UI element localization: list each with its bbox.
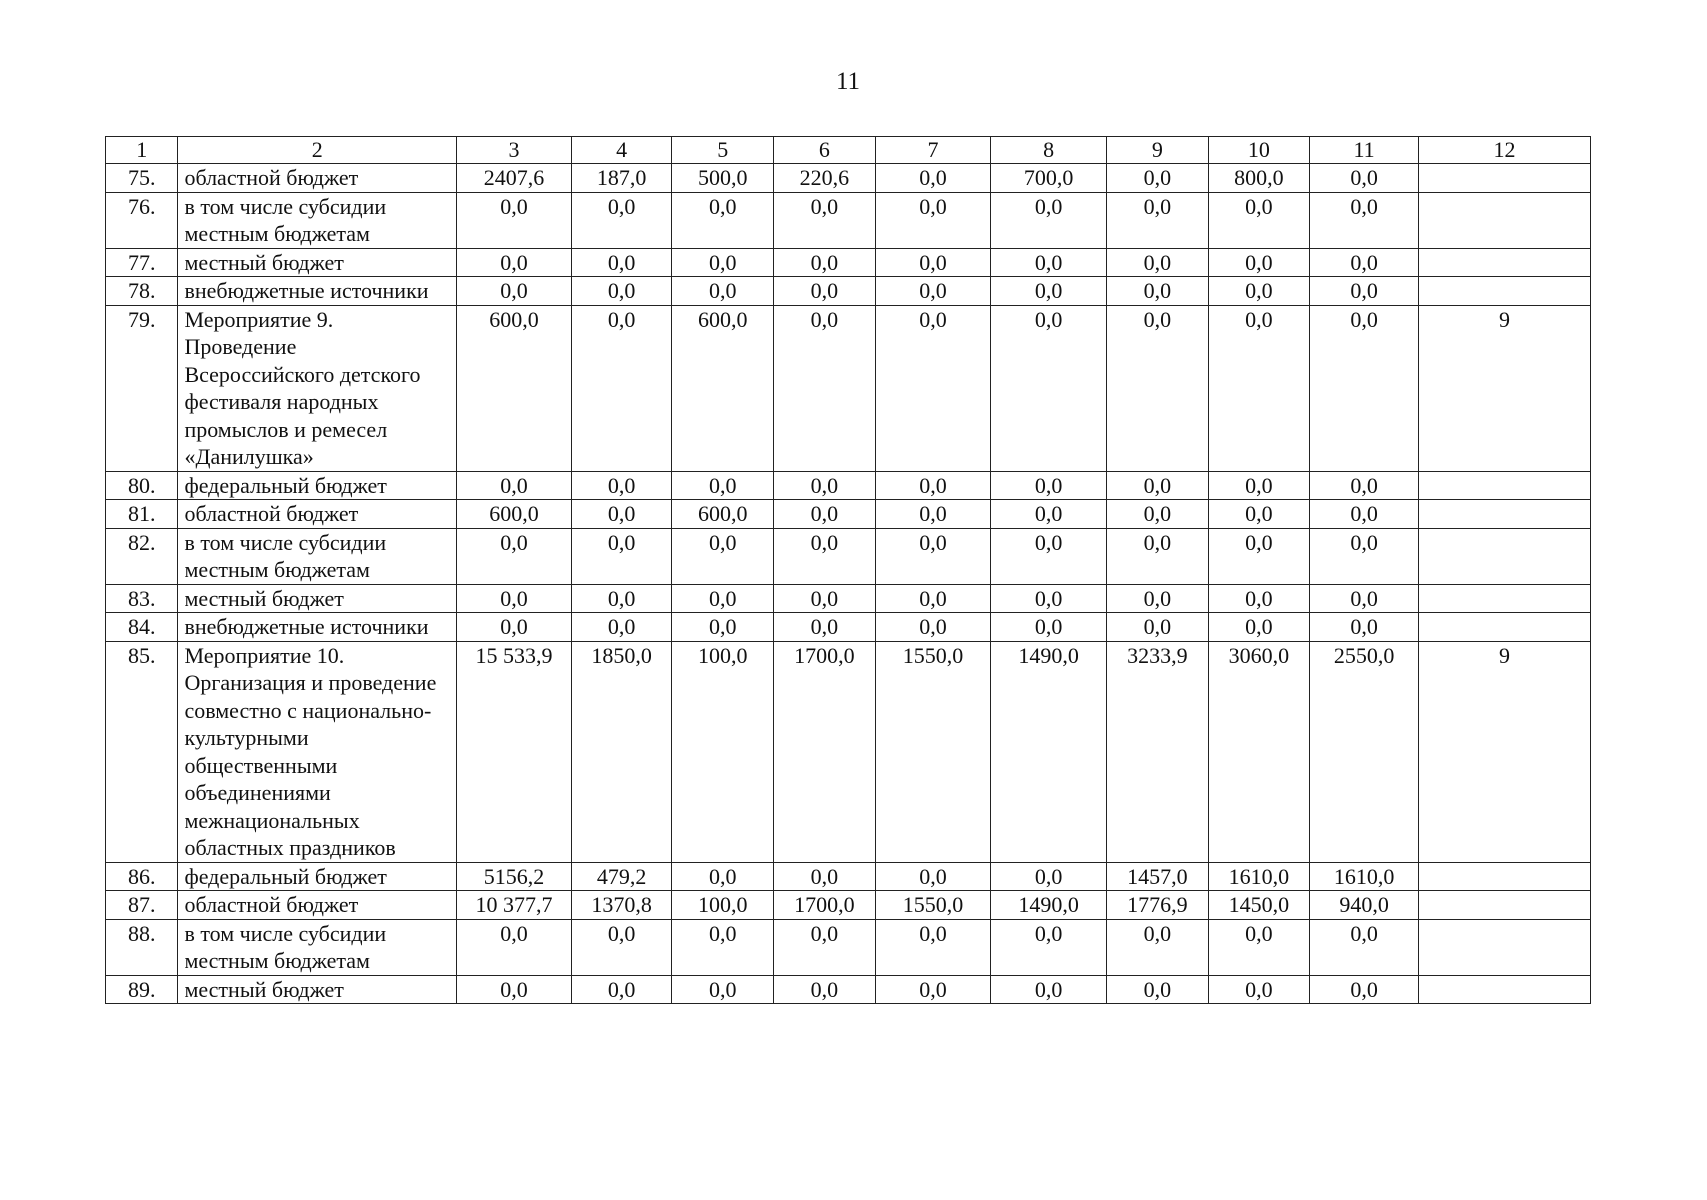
value-cell: 0,0 (1310, 613, 1419, 642)
column-12-cell (1418, 277, 1590, 306)
table-row (106, 862, 1591, 891)
row-number: 89. (106, 975, 178, 1004)
value-cell: 0,0 (1310, 584, 1419, 613)
value-cell: 0,0 (875, 528, 991, 584)
value-cell: 1850,0 (571, 641, 672, 862)
header-row (106, 137, 1591, 164)
value-cell: 0,0 (991, 919, 1107, 975)
value-cell: 0,0 (875, 862, 991, 891)
column-12-cell (1418, 528, 1590, 584)
value-cell: 1700,0 (774, 641, 876, 862)
value-cell: 0,0 (457, 192, 572, 248)
value-cell: 0,0 (991, 528, 1107, 584)
value-cell: 0,0 (875, 164, 991, 193)
row-number: 79. (106, 305, 178, 471)
value-cell: 0,0 (1107, 164, 1209, 193)
value-cell: 1450,0 (1208, 891, 1310, 920)
value-cell: 0,0 (457, 584, 572, 613)
column-12-cell: 9 (1418, 641, 1590, 862)
header-cell: 8 (991, 137, 1107, 164)
table-row (106, 641, 1591, 862)
table-row (106, 192, 1591, 248)
value-cell: 100,0 (672, 891, 774, 920)
value-cell: 0,0 (457, 975, 572, 1004)
value-cell: 0,0 (991, 471, 1107, 500)
page-number: 11 (835, 68, 861, 95)
column-12-cell (1418, 248, 1590, 277)
column-12-cell (1418, 192, 1590, 248)
table-row (106, 248, 1591, 277)
value-cell: 0,0 (875, 584, 991, 613)
value-cell: 0,0 (991, 277, 1107, 306)
value-cell: 0,0 (571, 471, 672, 500)
value-cell: 0,0 (1310, 500, 1419, 529)
value-cell: 0,0 (875, 613, 991, 642)
row-name: местный бюджет (178, 975, 457, 1004)
value-cell: 0,0 (571, 975, 672, 1004)
value-cell: 0,0 (774, 862, 876, 891)
row-number: 86. (106, 862, 178, 891)
value-cell: 940,0 (1310, 891, 1419, 920)
value-cell: 0,0 (457, 277, 572, 306)
value-cell: 0,0 (1107, 305, 1209, 471)
row-number: 83. (106, 584, 178, 613)
value-cell: 0,0 (875, 248, 991, 277)
value-cell: 100,0 (672, 641, 774, 862)
value-cell: 600,0 (672, 500, 774, 529)
value-cell: 0,0 (1208, 277, 1310, 306)
value-cell: 0,0 (991, 862, 1107, 891)
value-cell: 0,0 (1310, 277, 1419, 306)
value-cell: 0,0 (571, 305, 672, 471)
value-cell: 0,0 (457, 528, 572, 584)
value-cell: 479,2 (571, 862, 672, 891)
value-cell: 0,0 (672, 277, 774, 306)
row-name: федеральный бюджет (178, 862, 457, 891)
column-12-cell (1418, 613, 1590, 642)
value-cell: 0,0 (1107, 919, 1209, 975)
value-cell: 0,0 (672, 192, 774, 248)
column-12-cell (1418, 471, 1590, 500)
value-cell: 1490,0 (991, 891, 1107, 920)
table-row (106, 919, 1591, 975)
value-cell: 0,0 (571, 192, 672, 248)
value-cell: 0,0 (1208, 975, 1310, 1004)
row-number: 80. (106, 471, 178, 500)
value-cell: 600,0 (457, 305, 572, 471)
value-cell: 0,0 (571, 528, 672, 584)
value-cell: 0,0 (1310, 975, 1419, 1004)
header-cell: 9 (1107, 137, 1209, 164)
value-cell: 0,0 (571, 613, 672, 642)
value-cell: 0,0 (1208, 305, 1310, 471)
value-cell: 0,0 (1208, 613, 1310, 642)
row-number: 81. (106, 500, 178, 529)
row-name: Мероприятие 10. Организация и проведение совместно с национально-культурными общественными объединениями межнациональных областных праздников (178, 641, 457, 862)
value-cell: 1700,0 (774, 891, 876, 920)
value-cell: 0,0 (774, 277, 876, 306)
value-cell: 0,0 (457, 919, 572, 975)
value-cell: 600,0 (672, 305, 774, 471)
value-cell: 3060,0 (1208, 641, 1310, 862)
row-number: 82. (106, 528, 178, 584)
value-cell: 0,0 (991, 500, 1107, 529)
header-cell: 2 (178, 137, 457, 164)
value-cell: 0,0 (991, 584, 1107, 613)
header-cell: 6 (774, 137, 876, 164)
value-cell: 0,0 (875, 471, 991, 500)
value-cell: 2550,0 (1310, 641, 1419, 862)
column-12-cell (1418, 164, 1590, 193)
value-cell: 5156,2 (457, 862, 572, 891)
column-12-cell (1418, 975, 1590, 1004)
value-cell: 0,0 (672, 248, 774, 277)
value-cell: 0,0 (672, 919, 774, 975)
header-cell: 4 (571, 137, 672, 164)
value-cell: 0,0 (774, 528, 876, 584)
value-cell: 2407,6 (457, 164, 572, 193)
row-number: 75. (106, 164, 178, 193)
value-cell: 1457,0 (1107, 862, 1209, 891)
value-cell: 0,0 (875, 192, 991, 248)
value-cell: 0,0 (1107, 248, 1209, 277)
value-cell: 600,0 (457, 500, 572, 529)
row-number: 84. (106, 613, 178, 642)
value-cell: 0,0 (875, 919, 991, 975)
row-name: федеральный бюджет (178, 471, 457, 500)
row-name: местный бюджет (178, 584, 457, 613)
value-cell: 1610,0 (1208, 862, 1310, 891)
value-cell: 0,0 (571, 248, 672, 277)
value-cell: 0,0 (457, 248, 572, 277)
value-cell: 800,0 (1208, 164, 1310, 193)
value-cell: 187,0 (571, 164, 672, 193)
row-name: областной бюджет (178, 891, 457, 920)
value-cell: 0,0 (1310, 192, 1419, 248)
value-cell: 0,0 (672, 975, 774, 1004)
value-cell: 0,0 (1310, 164, 1419, 193)
value-cell: 15 533,9 (457, 641, 572, 862)
row-number: 76. (106, 192, 178, 248)
table-row (106, 891, 1591, 920)
header-cell: 3 (457, 137, 572, 164)
row-number: 77. (106, 248, 178, 277)
value-cell: 0,0 (1310, 305, 1419, 471)
value-cell: 0,0 (774, 248, 876, 277)
value-cell: 1610,0 (1310, 862, 1419, 891)
table-row (106, 975, 1591, 1004)
column-12-cell: 9 (1418, 305, 1590, 471)
value-cell: 0,0 (457, 613, 572, 642)
row-number: 87. (106, 891, 178, 920)
value-cell: 0,0 (672, 613, 774, 642)
value-cell: 0,0 (991, 192, 1107, 248)
header-cell: 5 (672, 137, 774, 164)
value-cell: 0,0 (1208, 919, 1310, 975)
column-12-cell (1418, 862, 1590, 891)
value-cell: 0,0 (571, 584, 672, 613)
value-cell: 0,0 (991, 248, 1107, 277)
value-cell: 0,0 (1310, 919, 1419, 975)
row-name: внебюджетные источники (178, 613, 457, 642)
value-cell: 0,0 (672, 584, 774, 613)
table-row (106, 471, 1591, 500)
value-cell: 0,0 (571, 277, 672, 306)
row-number: 88. (106, 919, 178, 975)
value-cell: 0,0 (457, 471, 572, 500)
value-cell: 10 377,7 (457, 891, 572, 920)
table-row (106, 584, 1591, 613)
column-12-cell (1418, 584, 1590, 613)
value-cell: 0,0 (1107, 471, 1209, 500)
header-cell: 1 (106, 137, 178, 164)
row-number: 85. (106, 641, 178, 862)
value-cell: 1550,0 (875, 641, 991, 862)
row-name: в том числе субсидии местным бюджетам (178, 528, 457, 584)
value-cell: 0,0 (774, 584, 876, 613)
value-cell: 0,0 (672, 471, 774, 500)
value-cell: 220,6 (774, 164, 876, 193)
value-cell: 0,0 (1107, 975, 1209, 1004)
value-cell: 0,0 (1208, 248, 1310, 277)
value-cell: 0,0 (774, 975, 876, 1004)
value-cell: 0,0 (1208, 584, 1310, 613)
value-cell: 0,0 (875, 975, 991, 1004)
value-cell: 0,0 (991, 975, 1107, 1004)
value-cell: 0,0 (1310, 471, 1419, 500)
row-name: Мероприятие 9. Проведение Всероссийского детского фестиваля народных промыслов и ремесел «Данилушка» (178, 305, 457, 471)
row-name: внебюджетные источники (178, 277, 457, 306)
value-cell: 0,0 (1208, 471, 1310, 500)
value-cell: 0,0 (672, 528, 774, 584)
value-cell: 0,0 (774, 919, 876, 975)
row-name: областной бюджет (178, 500, 457, 529)
header-cell: 10 (1208, 137, 1310, 164)
value-cell: 0,0 (1310, 248, 1419, 277)
value-cell: 0,0 (774, 471, 876, 500)
value-cell: 1776,9 (1107, 891, 1209, 920)
value-cell: 0,0 (571, 919, 672, 975)
table-row (106, 500, 1591, 529)
header-cell: 11 (1310, 137, 1419, 164)
column-12-cell (1418, 500, 1590, 529)
value-cell: 700,0 (991, 164, 1107, 193)
value-cell: 0,0 (774, 500, 876, 529)
column-12-cell (1418, 919, 1590, 975)
value-cell: 0,0 (774, 192, 876, 248)
value-cell: 0,0 (1107, 613, 1209, 642)
value-cell: 0,0 (875, 277, 991, 306)
value-cell: 0,0 (1107, 192, 1209, 248)
value-cell: 0,0 (571, 500, 672, 529)
value-cell: 0,0 (1107, 500, 1209, 529)
row-name: областной бюджет (178, 164, 457, 193)
value-cell: 0,0 (1208, 500, 1310, 529)
row-name: местный бюджет (178, 248, 457, 277)
header-cell: 12 (1418, 137, 1590, 164)
value-cell: 0,0 (875, 305, 991, 471)
table-row (106, 305, 1591, 471)
value-cell: 500,0 (672, 164, 774, 193)
value-cell: 0,0 (774, 305, 876, 471)
value-cell: 0,0 (1310, 528, 1419, 584)
table-row (106, 277, 1591, 306)
value-cell: 1370,8 (571, 891, 672, 920)
row-number: 78. (106, 277, 178, 306)
value-cell: 0,0 (774, 613, 876, 642)
table-row (106, 528, 1591, 584)
value-cell: 0,0 (1107, 528, 1209, 584)
value-cell: 1490,0 (991, 641, 1107, 862)
value-cell: 0,0 (1208, 528, 1310, 584)
value-cell: 0,0 (991, 305, 1107, 471)
value-cell: 0,0 (875, 500, 991, 529)
value-cell: 0,0 (1107, 584, 1209, 613)
value-cell: 0,0 (1208, 192, 1310, 248)
value-cell: 3233,9 (1107, 641, 1209, 862)
value-cell: 0,0 (991, 613, 1107, 642)
value-cell: 1550,0 (875, 891, 991, 920)
value-cell: 0,0 (672, 862, 774, 891)
table-row (106, 164, 1591, 193)
row-name: в том числе субсидии местным бюджетам (178, 919, 457, 975)
budget-table (105, 136, 1591, 1004)
table-row (106, 613, 1591, 642)
value-cell: 0,0 (1107, 277, 1209, 306)
header-cell: 7 (875, 137, 991, 164)
row-name: в том числе субсидии местным бюджетам (178, 192, 457, 248)
column-12-cell (1418, 891, 1590, 920)
